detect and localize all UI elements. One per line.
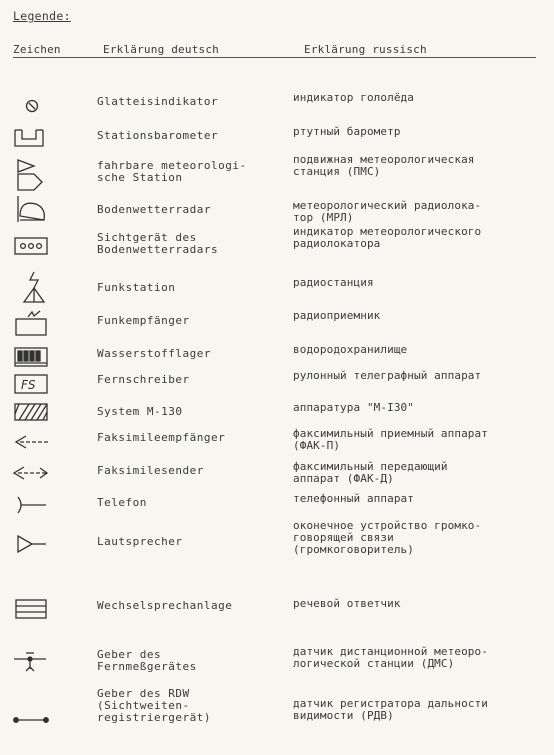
- german-label: Faksimilesender: [97, 464, 204, 477]
- russian-label: оконечное устройство громко- говорящей связи (громкоговоритель): [293, 519, 482, 556]
- radio-receiver-icon: [10, 309, 50, 339]
- russian-label: факсимильный передающий аппарат (ФАК-Д): [293, 460, 448, 485]
- russian-label: датчик дистанционной метеоро- логической станции (ДМС): [293, 645, 488, 670]
- russian-label: телефонный аппарат: [293, 492, 415, 505]
- russian-label: подвижная метеорологическая станция (ПМС): [293, 153, 475, 178]
- german-label: Stationsbarometer: [97, 129, 219, 142]
- german-label: Geber des RDW (Sichtweiten- registriergerät): [97, 687, 211, 724]
- german-label: Wasserstofflager: [97, 347, 211, 360]
- russian-label: индикатор гололёда: [293, 91, 415, 104]
- radar-display-icon: [10, 232, 50, 262]
- column-header-russian: Erklärung russisch: [304, 43, 427, 56]
- german-label: Funkstation: [97, 281, 176, 294]
- german-label: Telefon: [97, 496, 147, 509]
- russian-label: индикатор метеорологического радиолокатора: [293, 225, 482, 250]
- russian-label: радиоприемник: [293, 309, 381, 322]
- hydrogen-storage-icon: [10, 342, 50, 372]
- german-label: Bodenwetterradar: [97, 203, 211, 216]
- german-label: Sichtgerät des Bodenwetterradars: [97, 231, 219, 256]
- frost-indicator-icon: [10, 92, 50, 122]
- german-label: Glatteisindikator: [97, 95, 219, 108]
- ground-radar-icon: [10, 194, 50, 224]
- remote-gauge-sensor-icon: [10, 647, 50, 677]
- german-label: Funkempfänger: [97, 314, 190, 327]
- german-label: Faksimileempfänger: [97, 431, 226, 444]
- fax-receiver-icon: [10, 428, 50, 458]
- station-barometer-icon: [10, 124, 50, 154]
- german-label: Lautsprecher: [97, 535, 183, 548]
- telephone-icon: [10, 491, 50, 521]
- russian-label: радиостанция: [293, 276, 374, 289]
- russian-label: метеорологический радиолока- тор (МРЛ): [293, 199, 482, 224]
- german-label: Geber des Fernmeßgerätes: [97, 648, 197, 673]
- russian-label: аппаратура "М-I30": [293, 401, 415, 414]
- russian-label: водородохранилище: [293, 343, 408, 356]
- russian-label: факсимильный приемный аппарат (ФАК-П): [293, 427, 488, 452]
- rdw-sensor-icon: [10, 708, 50, 738]
- loudspeaker-icon: [10, 530, 50, 560]
- teleprinter-icon: [10, 372, 50, 402]
- column-header-symbol: Zeichen: [13, 43, 61, 56]
- russian-label: рулонный телеграфный аппарат: [293, 369, 482, 382]
- column-header-german: Erklärung deutsch: [103, 43, 219, 56]
- legend-title: Legende:: [13, 9, 71, 23]
- intercom-icon: [10, 596, 50, 626]
- german-label: Wechselsprechanlage: [97, 599, 233, 612]
- russian-label: датчик регистратора дальности видимости (РДВ): [293, 697, 488, 722]
- svg-text:FS: FS: [21, 378, 36, 392]
- mobile-station-icon: [10, 156, 50, 192]
- german-label: fahrbare meteorologi- sche Station: [97, 159, 247, 184]
- fax-transmitter-icon: [10, 459, 50, 489]
- system-m130-icon: [10, 400, 50, 430]
- german-label: Fernschreiber: [97, 373, 190, 386]
- radio-station-icon: [10, 270, 50, 304]
- header-rule: [13, 57, 536, 58]
- russian-label: речевой ответчик: [293, 597, 401, 610]
- russian-label: ртутный барометр: [293, 125, 401, 138]
- german-label: System M-130: [97, 405, 183, 418]
